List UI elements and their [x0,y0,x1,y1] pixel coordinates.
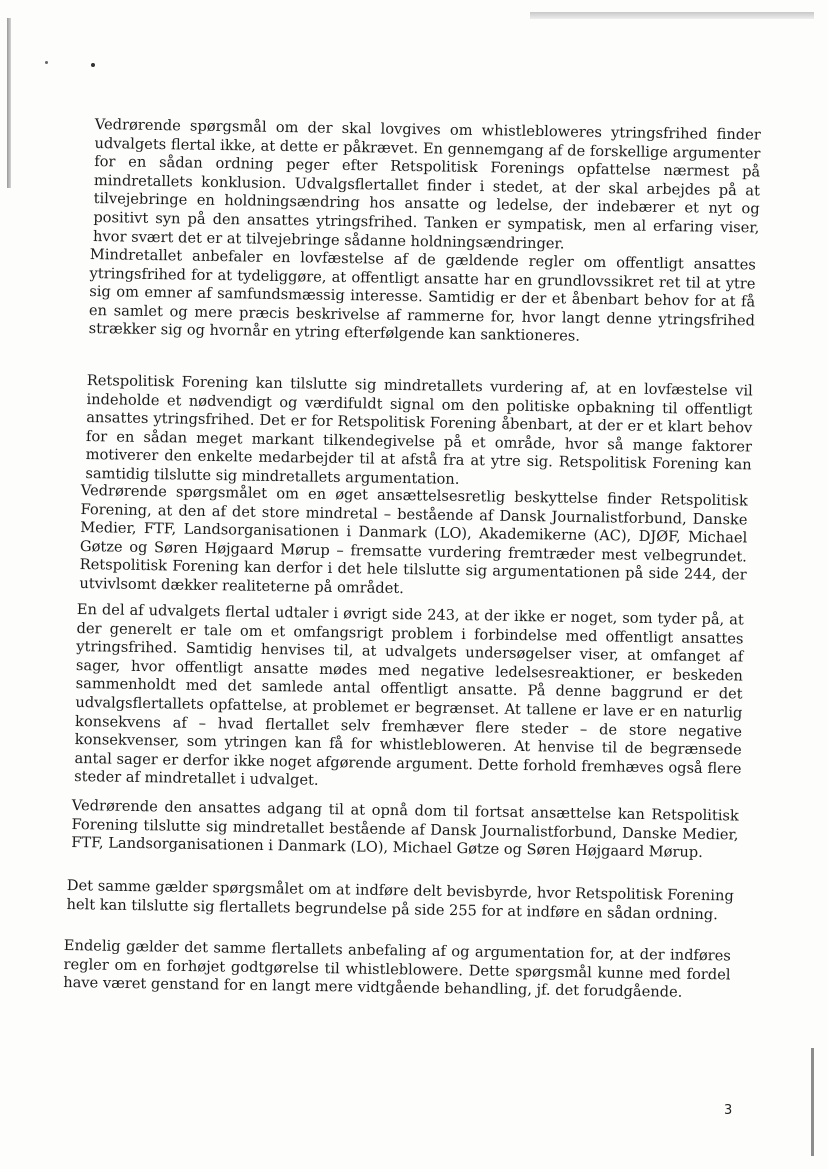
page-number: 3 [724,1103,733,1118]
scan-edge-top [530,12,814,19]
scan-speck [45,61,48,64]
paragraph-ytringsfrihed-flertal: Vedrørende spørgsmål om der skal lovgives om whistlebloweres ytringsfrihed finder udvalgets flertal ikke, at dette er påkrævet. En gennemgang af de forskellige argumenter for en sådan ordning peger efter Retspolitisk Forenings opfattelse nærmest på mindretallets konklusion. Udvalgsflertallet finder i stedet, at der skal arbejdes på at tilvejebringe en holdningsændring hos ansatte og ledelse, der indebærer et nyt og positivt syn på den ansattes ytringsfrihed. Tanken er sympatisk, men al erfaring viser, hvor svært det er at tilvejebringe sådanne holdningsændringer. [92,116,761,252]
paragraph-retspolitisk-tilslutning: Retspolitisk Forening kan tilslutte sig mindretallets vurdering af, at en lovfæstelse vil indeholde et nødvendigt og værdifuldt signal om den politiske opbakning til offentligt ansattes ytringsfrihed. Det er for Retspolitisk Forening åbenbart, at der er et klart behov for en sådan meget markant tilkendegivelse på et område, hvor så mange faktorer motiverer den enkelte medarbejder til at afstå fra at ytre sig. Retspolitisk Forening kan samtidig tilslutte sig mindretallets argumentation. [85,372,753,488]
paragraph-forhojet-godtgorelse: Endelig gælder det samme flertallets anbefaling af og argumentation for, at der indføres regler om en forhøjet godtgørelse til whistleblowere. Dette spørgsmål kunne med fordel have været genstand for en langt mere vidtgående behandling, jf. det forudgående. [63,937,731,1001]
paragraph-fortsat-ansaettelse: Vedrørende den ansattes adgang til at opnå dom til fortsat ansættelse kan Retspolitisk Forening tilslutte sig mindretallet bestående af Dansk Journalistforbund, Danske Medier, FTF, Landsorganisationen i Danmark (LO), Michael Gøtze og Søren Højgaard Mørup. [71,797,739,862]
paragraph-delt-bevisbyrde: Det samme gælder spørgsmålet om at indføre delt bevisbyrde, hvor Retspolitisk Forening helt kan tilslutte sig flertallets begrundelse på side 255 for at indføre en sådan ordning. [66,877,734,923]
paragraph-mindretallet-lovfaestelse: Mindretallet anbefaler en lovfæstelse af de gældende regler om offentligt ansattes ytringsfrihed for at tydeliggøre, at offentligt ansatte har en grundlovssikret ret til at ytre sig om emner af samfundsmæssig interesse. Samtidig er der et åbenbart behov for at få en samlet og mere præcis beskrivelse af rammerne for, hvor langt denne ytringsfrihed strækker sig og hvornår en ytring efterfølgende kan sanktioneres. [88,246,756,346]
scan-edge-left [7,18,11,188]
paragraph-ansaettelsesretlig-beskyttelse: Vedrørende spørgsmålet om en øget ansættelsesretlig beskyttelse finder Retspolitisk Forening, at den af det store mindretal – bestående af Dansk Journalistforbund, Danske Medier, FTF, Landsorganisationen i Danmark (LO), Akademikerne (AC), DJØF, Michael Gøtze og Søren Højgaard Mørup – fremsatte vurdering fremtræder mest velbegrundet. Retspolitisk Forening kan derfor i det hele tilslutte sig argumentationen på side 244, der utvivlsomt dækker realiteterne på området. [79,482,748,598]
scan-edge-right [811,1048,814,1156]
scan-speck [91,63,95,67]
paragraph-omfangsrigt-problem: En del af udvalgets flertal udtaler i øvrigt side 243, at der ikke er noget, som tyder på, at der generelt er tale om et omfangsrigt problem i forbindelse med offentligt ansattes ytringsfrihed. Samtidig henvises til, at udvalgets undersøgelser viser, at omfanget af sager, hvor offentligt ansatte mødes med negative ledelsesreaktioner, er beskeden sammenholdt med det samlede antal offentligt ansatte. På denne baggrund er det udvalgsflertallets opfattelse, at problemet er begrænset. At tallene er lave er en naturlig konsekvens af – hvad flertallet selv fremhæver flere steder – de store negative konsekvenser, som ytringen kan få for whistlebloweren. At henvise til de begrænsede antal sager er derfor ikke noget afgørende argument. Dette forhold fremhæves også flere steder af mindretallet i udvalget. [74,601,744,790]
